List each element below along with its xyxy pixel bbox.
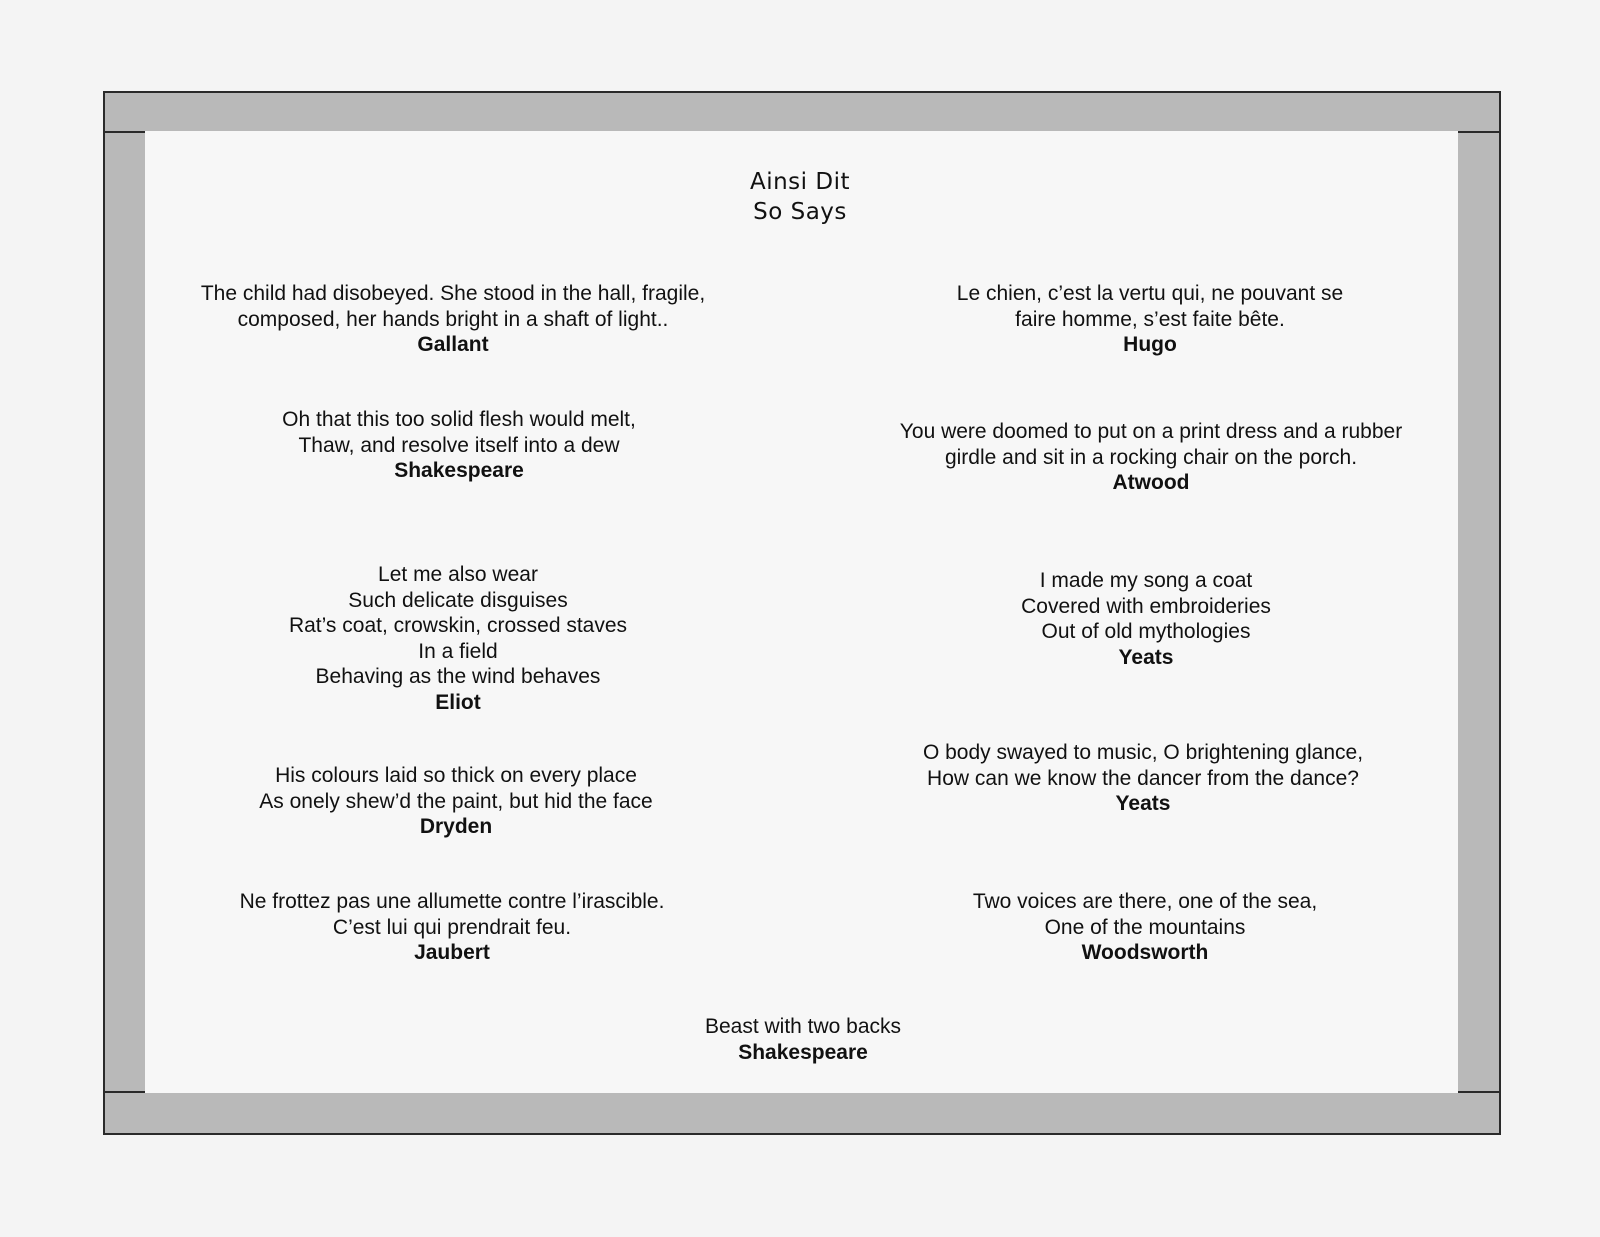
quote-line: As onely shew’d the paint, but hid the face [259, 789, 653, 813]
frame-left-border [103, 131, 147, 1093]
quote-author: Atwood [1112, 471, 1190, 494]
quote-line: Behaving as the wind behaves [315, 665, 601, 688]
quote-author: Dryden [419, 815, 493, 838]
quote-line: girdle and sit in a rocking chair on the porch. [944, 445, 1358, 469]
quote-eliot [289, 562, 627, 715]
quote-yeats-dancer [923, 740, 1363, 817]
quote-line: Ne frottez pas une allumette contre l’irascible. [239, 890, 665, 913]
title-line-english: So Says [753, 199, 847, 225]
quote-author: Yeats [1115, 792, 1171, 815]
quote-line: C’est lui qui prendrait feu. [332, 915, 572, 939]
frame-top-border [103, 91, 1501, 133]
quote-author: Yeats [1118, 645, 1174, 669]
quote-line: Covered with embroideries [1021, 594, 1271, 618]
quote-author: Eliot [435, 690, 481, 714]
quote-line: How can we know the dancer from the dance? [927, 766, 1359, 790]
quote-yeats-coat [1021, 568, 1271, 670]
quote-line: O body swayed to music, O brightening glance, [922, 741, 1364, 764]
quote-line: The child had disobeyed. She stood in the hall, fragile, [200, 282, 706, 305]
quote-line: Such delicate disguises [348, 588, 568, 612]
quote-author: Shakespeare [738, 1040, 868, 1064]
page-title [0, 167, 1600, 227]
quote-dryden [259, 763, 652, 840]
quote-hugo [957, 281, 1343, 358]
quote-shakespeare-flesh [282, 407, 636, 484]
quote-line: One of the mountains [1044, 915, 1246, 939]
quote-line: Rat’s coat, crowskin, crossed staves [288, 614, 628, 637]
quote-jaubert [240, 889, 665, 966]
quote-author: Shakespeare [394, 459, 524, 482]
quote-line: You were doomed to put on a print dress and a rubber [899, 420, 1403, 443]
quote-line: Oh that this too solid flesh would melt, [282, 408, 636, 431]
quote-line: I made my song a coat [1039, 569, 1253, 592]
frame-right-border [1456, 131, 1501, 1093]
quote-author: Jaubert [414, 941, 490, 964]
quote-line: Le chien, c’est la vertu qui, ne pouvant se [956, 282, 1344, 305]
quote-line: In a field [418, 639, 498, 663]
quote-line: Out of old mythologies [1041, 620, 1251, 643]
quote-author: Gallant [417, 333, 489, 356]
title-line-french: Ainsi Dit [749, 169, 850, 195]
quote-author: Hugo [1123, 333, 1177, 356]
quote-line: composed, her hands bright in a shaft of light.. [237, 307, 669, 331]
quote-line: faire homme, s’est faite bête. [1015, 307, 1285, 331]
quote-author: Woodsworth [1081, 941, 1209, 964]
quote-atwood [900, 419, 1402, 496]
frame-bottom-border [103, 1091, 1501, 1135]
quote-woodsworth [973, 889, 1317, 966]
quote-line: Thaw, and resolve itself into a dew [298, 433, 620, 457]
quote-line: His colours laid so thick on every place [275, 764, 637, 787]
quote-line: Two voices are there, one of the sea, [972, 890, 1318, 913]
quote-line: Let me also wear [378, 563, 538, 586]
quote-shakespeare-beast [705, 1014, 901, 1065]
quote-gallant [201, 281, 705, 358]
quote-line: Beast with two backs [704, 1015, 902, 1038]
